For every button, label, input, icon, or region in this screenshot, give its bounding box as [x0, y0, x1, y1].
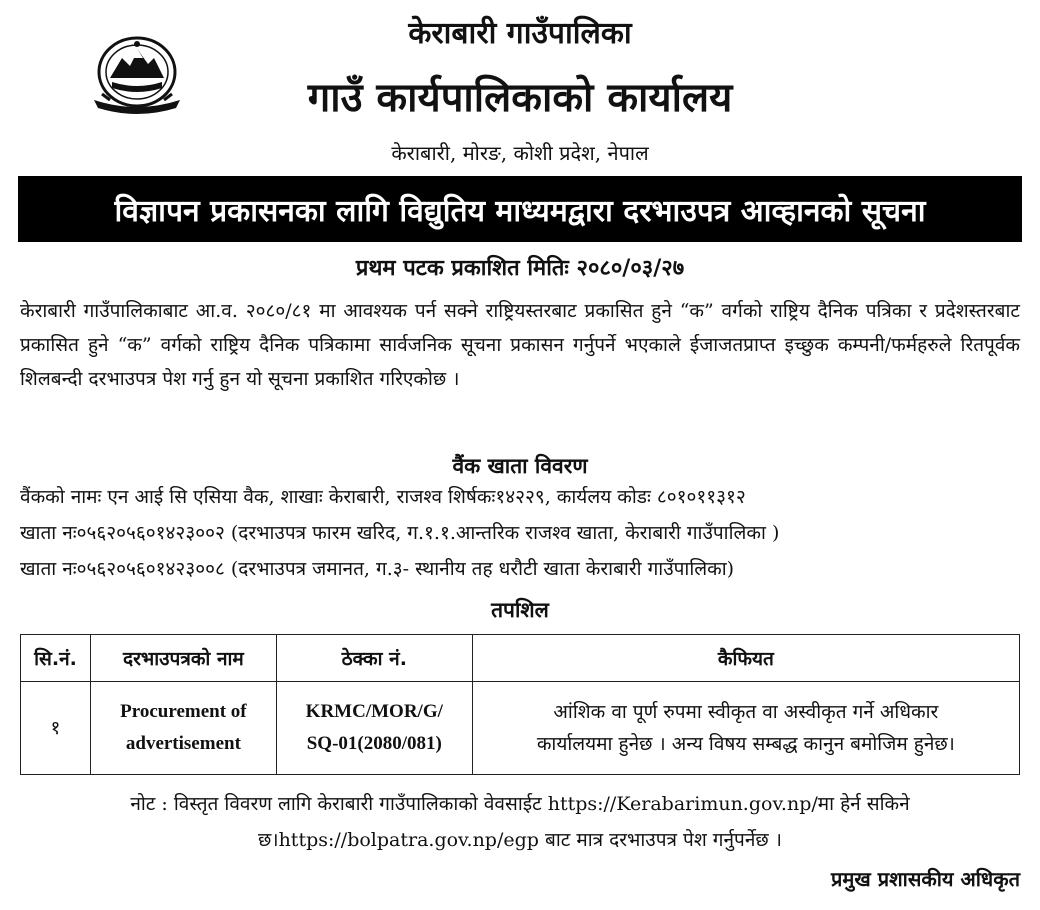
cell-tender-name	[90, 682, 276, 775]
tender-name-line-2: advertisement	[125, 733, 241, 754]
cell-sn: १	[21, 682, 91, 775]
bank-line-3: खाता नः०५६२०५६०१४२३००८ (दरभाउपत्र जमानत, ग.३- स्थानीय तह धरौटी खाता केराबारी गाउँपालिका)	[20, 558, 735, 580]
bank-details-title: वैंक खाता विवरण	[452, 454, 588, 478]
publication-date: प्रथम पटक प्रकाशित मितिः २०८०/०३/२७	[355, 256, 685, 281]
bank-line-1: वैंकको नामः एन आई सि एसिया वैक, शाखाः केराबारी, राजश्व शिर्षकः१४२२९, कार्यलय कोडः ८०१०११३१२	[20, 486, 746, 508]
note-line-1: नोट : विस्तृत विवरण लागि केराबारी गाउँपालिकाको वेवसाईट https://Kerabarimun.gov.np/मा हेर्न सकिने	[130, 793, 910, 815]
header-contract-no: ठेक्का नं.	[276, 635, 472, 682]
contract-no-line-1: KRMC/MOR/G/	[305, 701, 443, 722]
cell-contract-no	[276, 682, 472, 775]
table-header-row	[21, 635, 1020, 682]
table-row	[21, 682, 1020, 775]
header-tender-name: दरभाउपत्रको नाम	[90, 635, 276, 682]
footer-note	[20, 786, 1020, 858]
notice-body: केराबारी गाउँपालिकाबाट आ.व. २०८०/८१ मा आवश्यक पर्न सक्ने राष्ट्रियस्तरबाट प्रकासित हुने “क” वर्गको राष्ट्रिय दैनिक पत्रिका र प्रदेशस्तरबाट प्रकासित हुने “क” वर्गको राष्ट्रिय दैनिक पत्रिकामा सार्वजनिक सूचना प्रकासन गर्नुपर्ने भएकाले ईजाजतप्राप्त इच्छुक कम्पनी/फर्महरुले रितपूर्वक शिलबन्दी दरभाउपत्र पेश गर्नु हुन यो सूचना प्रकाशित गरिएकोछ ।	[20, 300, 1020, 390]
schedule-table	[20, 634, 1020, 775]
bank-line-2: खाता नः०५६२०५६०१४२३००२ (दरभाउपत्र फारम खरिद, ग.१.१.आन्तरिक राजश्व खाता, केराबारी गाउँपालिका )	[20, 522, 780, 544]
notice-title: विज्ञापन प्रकासनका लागि विद्युतिय माध्यमद्वारा दरभाउपत्र आव्हानको सूचना	[114, 193, 926, 229]
tender-name-line-1: Procurement of	[120, 701, 247, 722]
header-sn: सि.नं.	[21, 635, 91, 682]
notice-title-banner	[18, 176, 1022, 242]
header-remarks: कैफियत	[472, 635, 1019, 682]
office-address: केराबारी, मोरङ, कोशी प्रदेश, नेपाल	[391, 141, 649, 165]
signatory: प्रमुख प्रशासकीय अधिकृत	[831, 867, 1020, 891]
office-name: गाउँ कार्यपालिकाको कार्यालय	[307, 75, 733, 121]
remarks-line-2: कार्यालयमा हुनेछ । अन्य विषय सम्बद्ध कानुन बमोजिम हुनेछ।	[536, 733, 955, 755]
org-name: केराबारी गाउँपालिका	[408, 16, 632, 51]
note-line-2: छ।https://bolpatra.gov.np/egp बाट मात्र दरभाउपत्र पेश गर्नुपर्नेछ ।	[258, 829, 782, 851]
remarks-line-1: आंशिक वा पूर्ण रुपमा स्वीकृत वा अस्वीकृत गर्ने अधिकार	[553, 701, 939, 723]
contract-no-line-2: SQ-01(2080/081)	[306, 733, 442, 754]
schedule-title: तपशिल	[491, 598, 549, 622]
cell-remarks	[472, 682, 1019, 775]
